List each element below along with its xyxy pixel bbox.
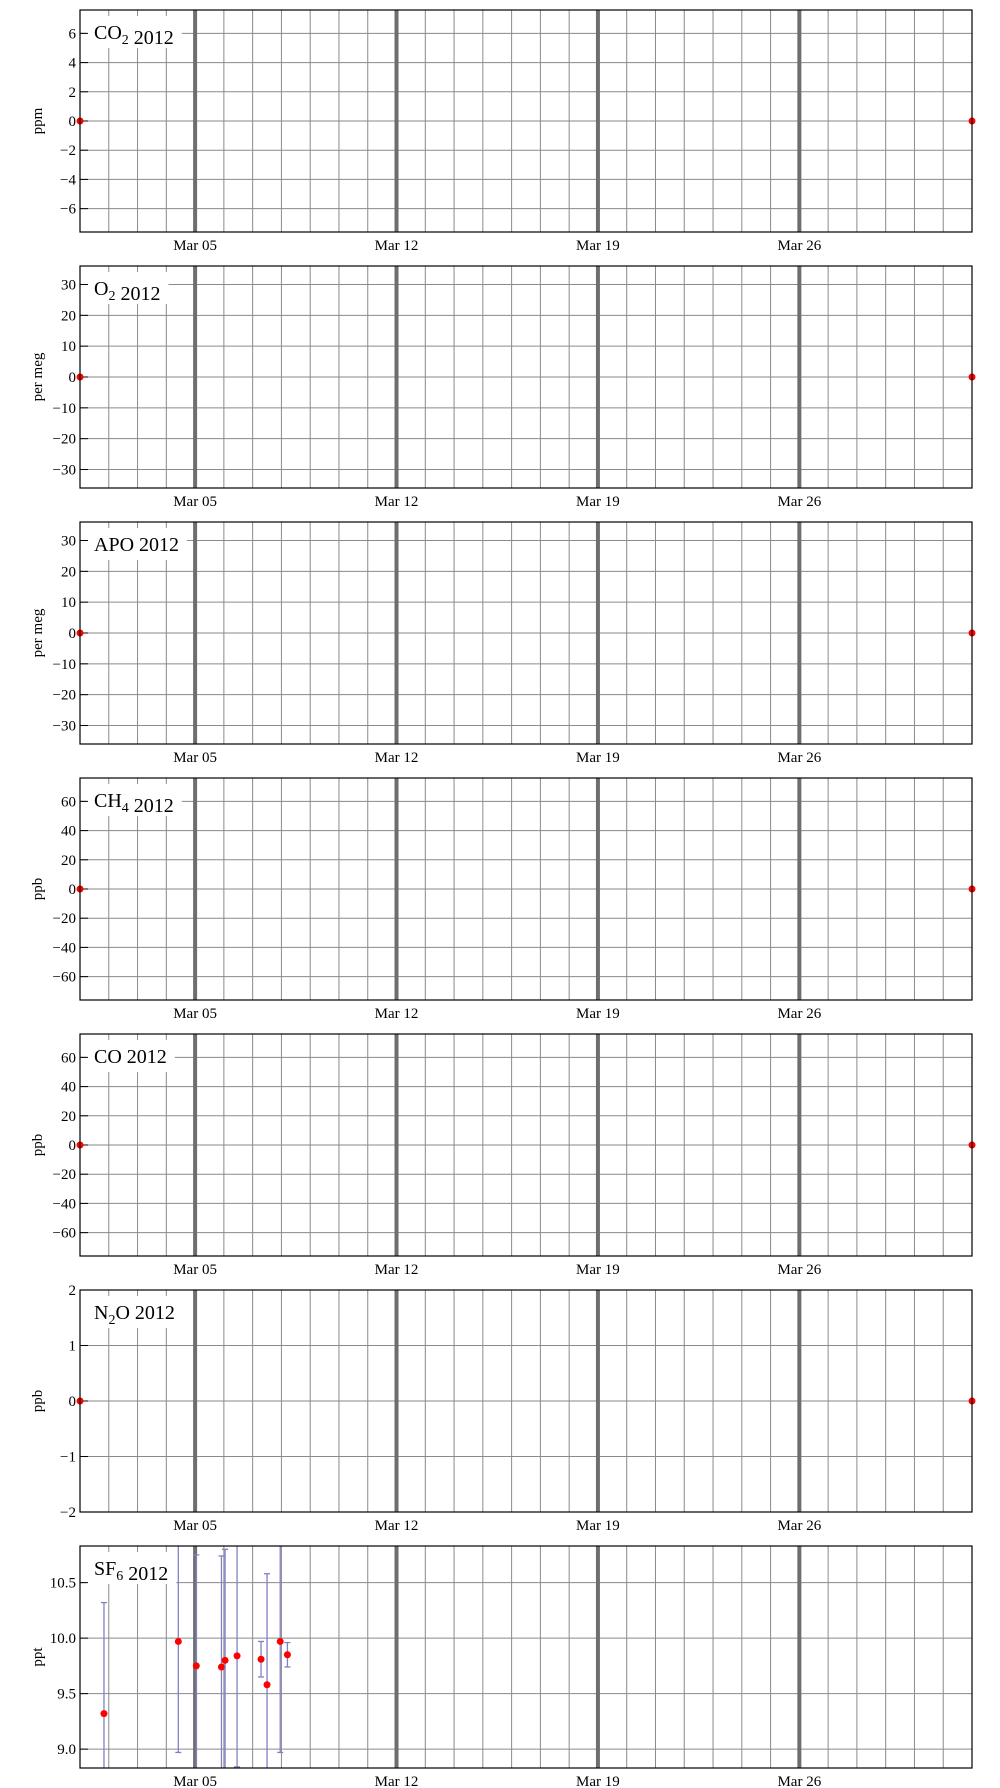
chart-title-year: 2012 [115, 283, 161, 305]
data-point [218, 1663, 225, 1670]
chart-title [86, 272, 168, 305]
y-tick-label: −20 [52, 911, 76, 928]
data-point [222, 1657, 229, 1664]
chart-title [86, 1040, 175, 1072]
x-tick-label: Mar 05 [173, 1262, 217, 1278]
y-tick-label: −40 [52, 1196, 76, 1213]
x-tick-label: Mar 12 [374, 494, 419, 510]
x-tick-label: Mar 05 [173, 1774, 217, 1788]
chart-title-year: 2012 [129, 1302, 175, 1324]
chart-title-text [94, 534, 179, 556]
y-axis-label: ppt [30, 1647, 46, 1667]
x-tick-label: Mar 19 [576, 1262, 620, 1278]
y-tick-label: 0 [68, 1138, 76, 1154]
y-axis-label: ppb [30, 877, 46, 901]
chart-title-species: CH [94, 790, 122, 812]
x-tick-label: Mar 12 [374, 1006, 419, 1022]
chart-title [86, 528, 187, 560]
x-tick-label: Mar 12 [374, 1518, 419, 1534]
y-tick-label: 10 [61, 595, 76, 612]
y-tick-label: 30 [61, 533, 76, 550]
data-point [193, 1662, 200, 1669]
y-tick-label: 0 [68, 626, 76, 642]
y-tick-label: 4 [68, 55, 76, 72]
y-axis-label: ppb [30, 1389, 46, 1413]
x-tick-label: Mar 19 [576, 750, 620, 766]
chart-title-species: CO [94, 1046, 122, 1068]
y-tick-label: 30 [61, 277, 76, 294]
y-tick-label: −40 [52, 940, 76, 957]
chart-title-year: 2012 [121, 1046, 167, 1068]
chart-title-text [94, 1046, 167, 1068]
x-tick-label: Mar 05 [173, 750, 217, 766]
y-axis-label: ppb [30, 1133, 46, 1157]
x-tick-label: Mar 12 [374, 1262, 419, 1278]
y-tick-label: 0 [68, 114, 76, 130]
x-tick-label: Mar 12 [374, 750, 419, 766]
y-tick-label: 20 [61, 852, 76, 869]
y-tick-label: −6 [60, 201, 76, 218]
chart-title-species: APO [94, 534, 135, 556]
y-axis-label: ppm [30, 107, 46, 135]
x-tick-label: Mar 26 [777, 1006, 822, 1022]
y-tick-label: −2 [60, 1505, 76, 1521]
chart-title-subscript: 2 [121, 33, 129, 48]
y-tick-label: 0 [68, 882, 76, 898]
x-tick-label: Mar 12 [374, 238, 419, 254]
x-tick-label: Mar 26 [777, 238, 822, 254]
chart-title-subscript: 4 [121, 801, 129, 816]
y-tick-label: −30 [52, 718, 76, 735]
y-tick-label: −30 [52, 462, 76, 479]
y-tick-label: −20 [52, 1167, 76, 1184]
y-tick-label: 40 [61, 823, 76, 840]
x-tick-label: Mar 05 [173, 494, 217, 510]
chart-title [86, 1296, 183, 1328]
chart-title-subscript: 2 [108, 289, 116, 304]
x-tick-label: Mar 05 [173, 1518, 217, 1534]
y-tick-label: −10 [52, 656, 76, 673]
x-tick-label: Mar 05 [173, 1006, 217, 1022]
x-tick-label: Mar 05 [173, 238, 217, 254]
x-tick-label: Mar 19 [576, 1774, 620, 1788]
x-tick-label: Mar 19 [576, 1518, 620, 1534]
chart-panel-2 [30, 266, 976, 510]
y-axis-label: per meg [30, 352, 46, 402]
y-tick-label: 0 [68, 1394, 76, 1410]
chart-title [86, 1552, 176, 1585]
x-tick-label: Mar 12 [374, 1774, 419, 1788]
y-tick-label: 2 [68, 84, 76, 101]
y-tick-label: 10.5 [49, 1575, 76, 1592]
y-tick-label: −60 [52, 969, 76, 986]
y-tick-label: 60 [61, 1050, 76, 1067]
chart-title [86, 784, 182, 817]
y-tick-label: −60 [52, 1225, 76, 1242]
chart-panel-3 [30, 522, 976, 766]
chart-title-species: N [94, 1302, 109, 1324]
y-tick-label: −20 [52, 431, 76, 448]
y-tick-label: 20 [61, 308, 76, 325]
chart-panel-7 [30, 1546, 972, 1788]
chart-title-year: 2012 [134, 534, 180, 556]
data-point [264, 1681, 271, 1688]
y-tick-label: 0 [68, 370, 76, 386]
data-point [175, 1638, 182, 1645]
chart-title-species: CO [94, 22, 122, 44]
data-point [277, 1638, 284, 1645]
y-tick-label: 60 [61, 794, 76, 811]
data-point [234, 1652, 241, 1659]
chart-panel-4 [30, 778, 976, 1022]
y-tick-label: 10 [61, 339, 76, 356]
y-tick-label: −20 [52, 687, 76, 704]
x-tick-label: Mar 26 [777, 494, 822, 510]
chart-panel-5 [30, 1034, 976, 1278]
chart-title [86, 16, 182, 49]
y-tick-label: −2 [60, 143, 76, 160]
x-tick-label: Mar 19 [576, 494, 620, 510]
y-tick-label: 2 [68, 1283, 76, 1299]
data-point [258, 1656, 265, 1663]
chart-title-year: 2012 [128, 795, 174, 817]
y-tick-label: −10 [52, 400, 76, 417]
x-tick-label: Mar 26 [777, 1518, 822, 1534]
y-tick-label: 9.0 [57, 1742, 76, 1759]
x-tick-label: Mar 26 [777, 1774, 822, 1788]
plot-frame [80, 1546, 972, 1768]
y-tick-label: −1 [60, 1449, 76, 1466]
chart-panel-1 [30, 10, 976, 254]
chart-title-subscript: 6 [116, 1569, 124, 1584]
x-tick-label: Mar 26 [777, 750, 822, 766]
y-tick-label: 20 [61, 1108, 76, 1125]
y-tick-label: −4 [60, 172, 76, 189]
y-tick-label: 20 [61, 564, 76, 581]
data-point [100, 1710, 107, 1717]
chart-title-year: 2012 [128, 27, 174, 49]
chart-title-species: O [94, 278, 109, 300]
y-tick-label: 9.5 [57, 1686, 76, 1703]
y-tick-label: 10.0 [49, 1631, 76, 1648]
y-axis-label: per meg [30, 608, 46, 658]
y-tick-label: 40 [61, 1079, 76, 1096]
y-tick-label: 6 [68, 26, 76, 43]
chart-title-species: SF [94, 1558, 117, 1580]
chart-title-subscript: 2 [108, 1313, 116, 1328]
x-tick-label: Mar 19 [576, 1006, 620, 1022]
data-point [284, 1651, 291, 1658]
y-tick-label: 1 [68, 1338, 76, 1355]
chart-panel-6 [30, 1283, 976, 1534]
chart-title-text: $N_2O$ 2012 [94, 1302, 175, 1328]
x-tick-label: Mar 19 [576, 238, 620, 254]
x-tick-label: Mar 26 [777, 1262, 822, 1278]
chart-title-year: 2012 [123, 1563, 169, 1585]
